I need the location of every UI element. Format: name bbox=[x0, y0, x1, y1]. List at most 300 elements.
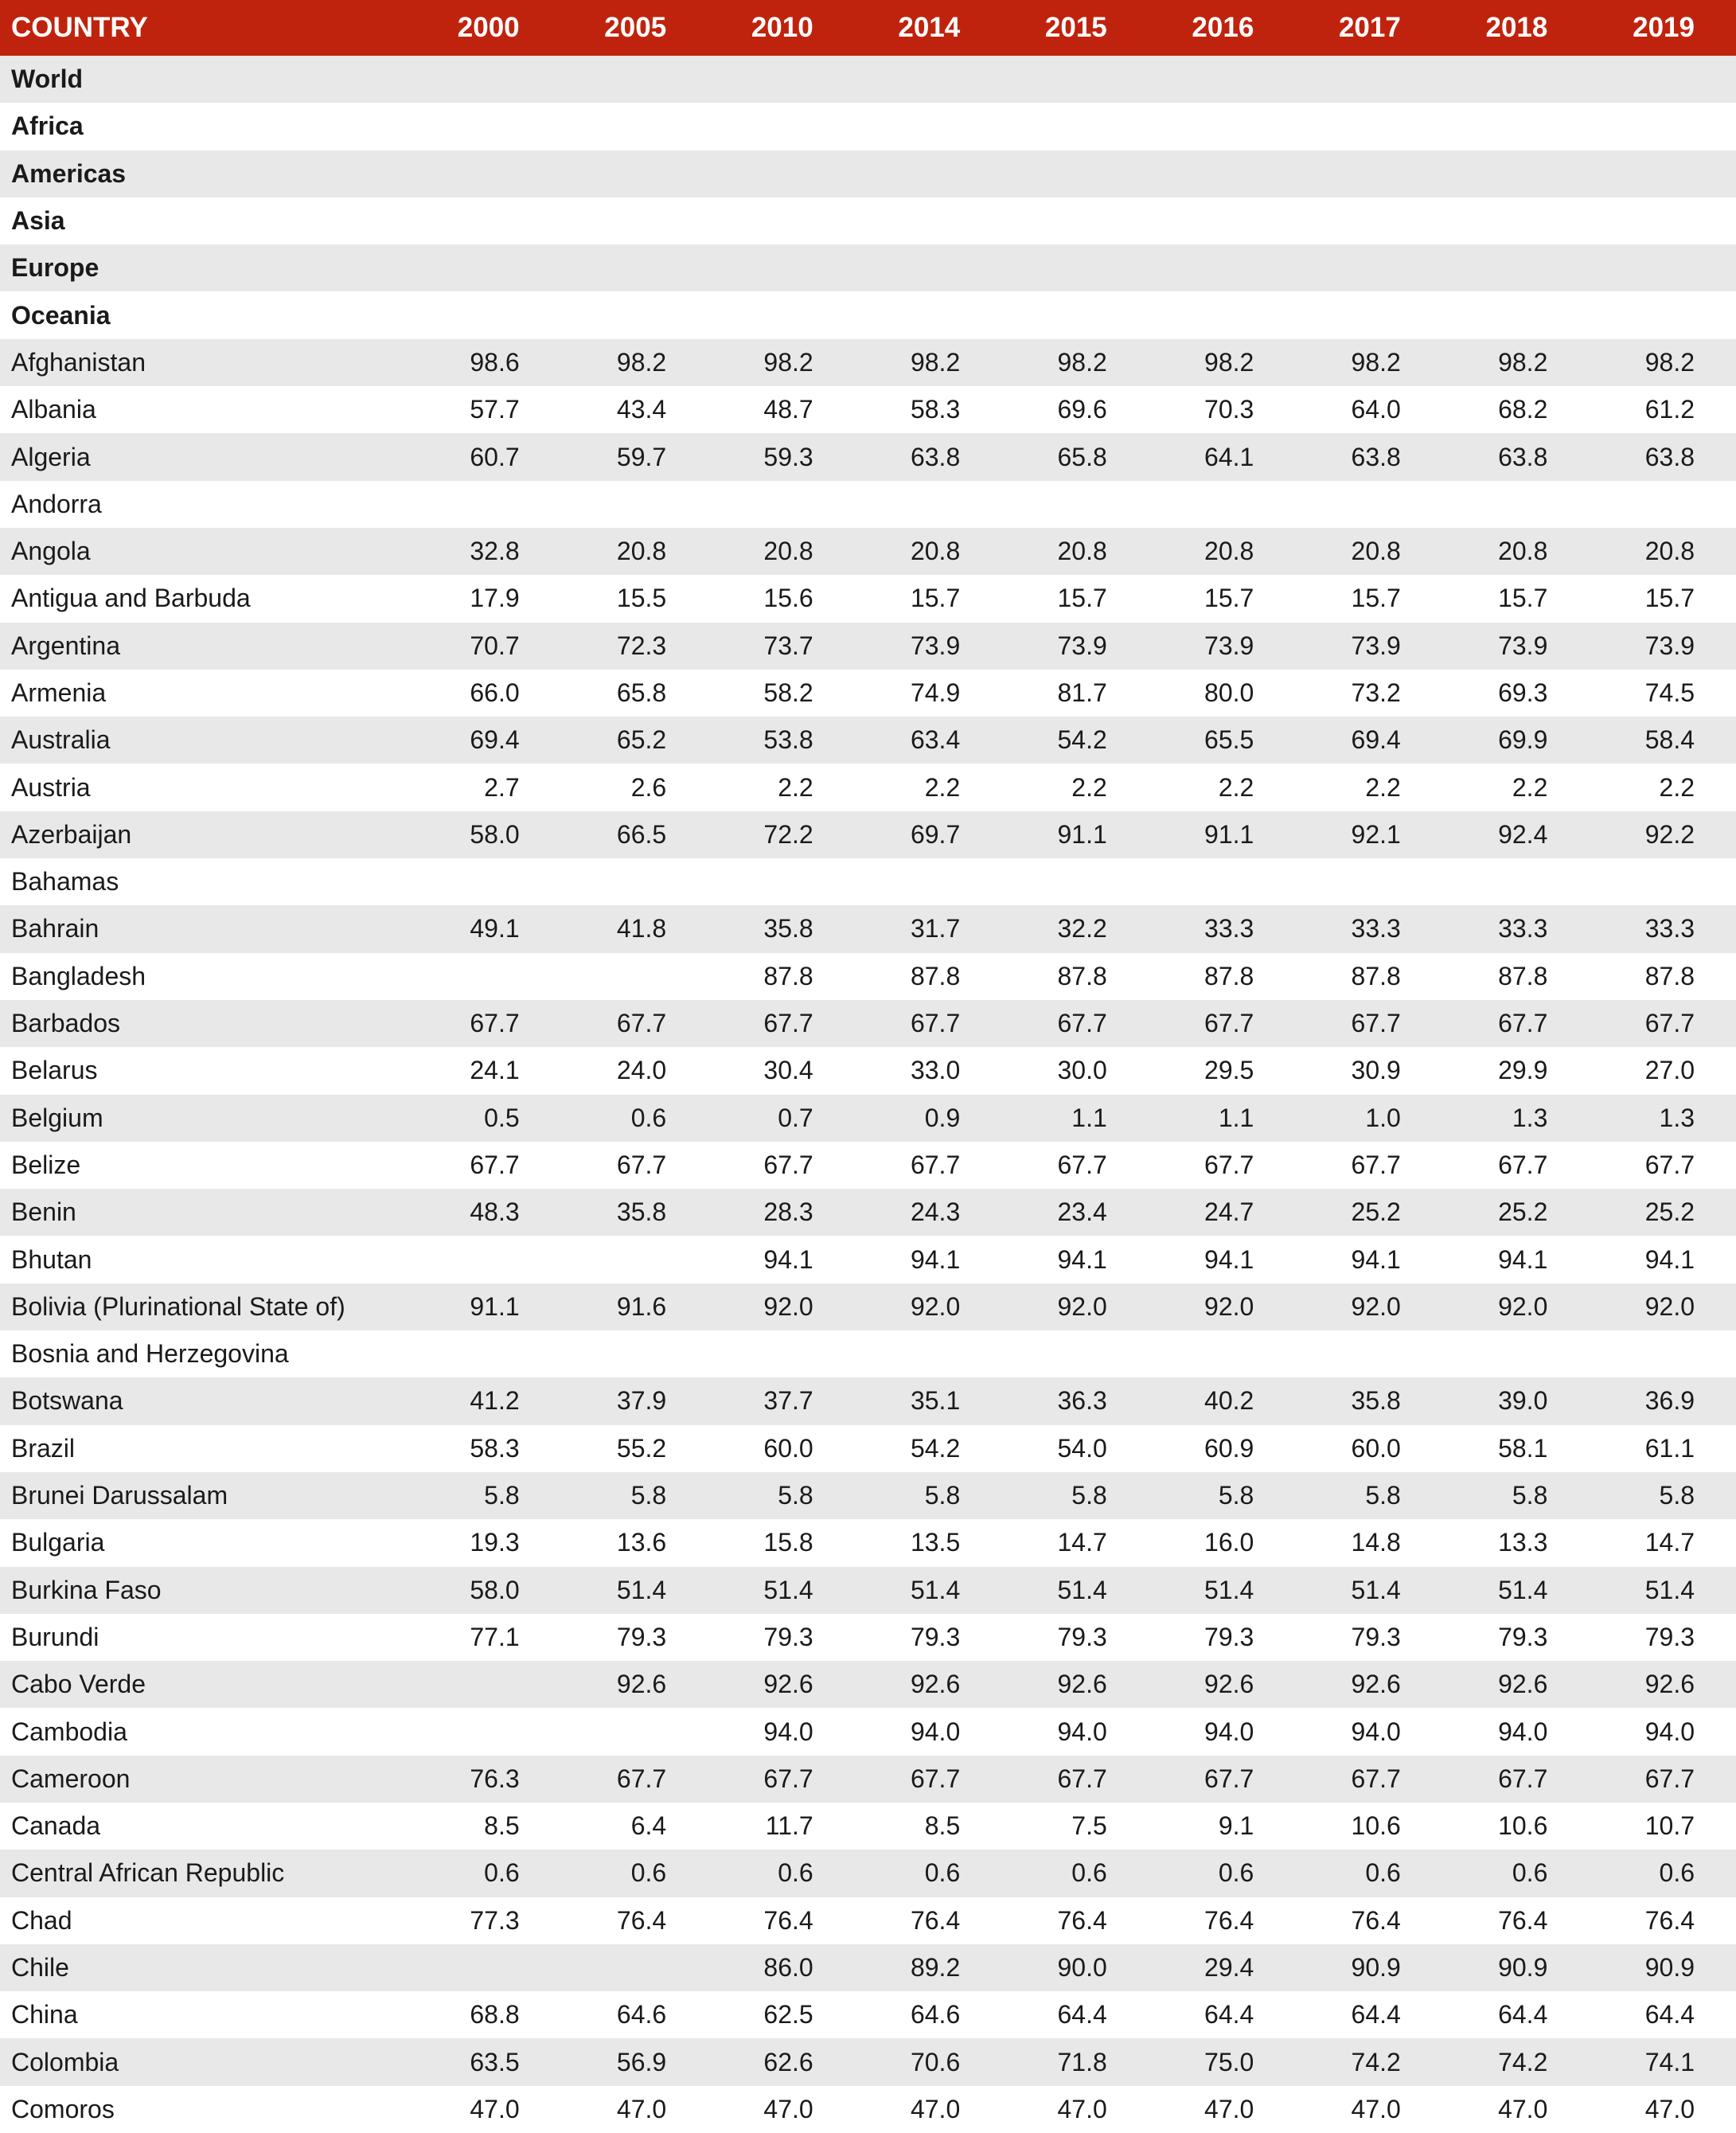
value-cell: 73.7 bbox=[763, 631, 813, 660]
value-cell: 69.9 bbox=[1498, 725, 1548, 755]
value-cell: 67.7 bbox=[1351, 1150, 1401, 1179]
value-cell: 69.7 bbox=[910, 819, 961, 849]
value-cell: 90.0 bbox=[1057, 1953, 1107, 1983]
value-cell: 47.0 bbox=[763, 2094, 813, 2123]
value-cell bbox=[1442, 481, 1590, 528]
value-cell: 33.3 bbox=[1644, 914, 1695, 943]
value-cell bbox=[1001, 858, 1149, 905]
value-cell: 59.7 bbox=[616, 442, 667, 471]
country-name-cell: Cabo Verde bbox=[11, 1670, 146, 1699]
value-cell: 1.1 bbox=[1218, 1103, 1254, 1132]
value-cell: 33.3 bbox=[1204, 914, 1254, 943]
value-cell: 0.6 bbox=[1512, 1858, 1548, 1888]
value-cell: 0.6 bbox=[1218, 1858, 1254, 1888]
value-cell: 29.9 bbox=[1498, 1056, 1548, 1085]
value-cell: 32.8 bbox=[470, 537, 520, 566]
value-cell bbox=[414, 103, 561, 150]
value-cell: 79.3 bbox=[763, 1622, 813, 1651]
value-cell: 10.6 bbox=[1498, 1811, 1548, 1841]
value-cell: 20.8 bbox=[1644, 537, 1695, 566]
value-cell: 73.9 bbox=[1057, 631, 1107, 660]
value-cell bbox=[1442, 244, 1590, 291]
table-row bbox=[0, 1661, 1736, 1708]
value-cell: 67.7 bbox=[910, 1764, 961, 1793]
table-row bbox=[0, 1000, 1736, 1047]
value-cell: 69.4 bbox=[470, 725, 520, 755]
country-name-cell: Burundi bbox=[11, 1622, 99, 1651]
value-cell: 2.2 bbox=[1512, 772, 1548, 802]
value-cell: 64.4 bbox=[1351, 2000, 1401, 2029]
value-cell: 64.4 bbox=[1644, 2000, 1695, 2029]
country-name-cell: Central African Republic bbox=[11, 1858, 285, 1888]
value-cell: 67.7 bbox=[1351, 1764, 1401, 1793]
value-cell: 67.7 bbox=[470, 1150, 520, 1179]
region-row bbox=[0, 291, 1736, 338]
value-cell: 67.7 bbox=[616, 1150, 667, 1179]
value-cell: 77.1 bbox=[470, 1622, 520, 1651]
value-cell bbox=[1589, 1330, 1736, 1377]
value-cell: 90.9 bbox=[1498, 1953, 1548, 1983]
table-row bbox=[0, 1189, 1736, 1236]
country-name-cell: Oceania bbox=[11, 300, 111, 330]
value-cell: 63.8 bbox=[1498, 442, 1548, 471]
value-cell: 67.7 bbox=[1204, 1009, 1254, 1038]
country-name-cell: Asia bbox=[11, 206, 65, 236]
table-row bbox=[0, 1708, 1736, 1755]
value-cell bbox=[855, 858, 1002, 905]
value-cell: 51.4 bbox=[1351, 1575, 1401, 1604]
value-cell: 15.7 bbox=[910, 584, 961, 613]
table-row bbox=[0, 623, 1736, 670]
value-cell: 15.7 bbox=[1644, 584, 1695, 613]
value-cell bbox=[1589, 858, 1736, 905]
value-cell: 35.8 bbox=[763, 914, 813, 943]
country-name-cell: Algeria bbox=[11, 442, 91, 471]
country-name-cell: Cameroon bbox=[11, 1764, 131, 1793]
value-cell: 67.7 bbox=[1498, 1009, 1548, 1038]
value-cell bbox=[561, 103, 708, 150]
value-cell: 2.2 bbox=[1659, 772, 1695, 802]
value-cell: 65.8 bbox=[616, 678, 667, 707]
value-cell: 14.7 bbox=[1644, 1528, 1695, 1557]
value-cell: 63.4 bbox=[910, 725, 961, 755]
value-cell: 92.0 bbox=[763, 1291, 813, 1321]
table-row bbox=[0, 1095, 1736, 1142]
value-cell: 91.1 bbox=[1057, 819, 1107, 849]
country-name-cell: Chad bbox=[11, 1905, 72, 1935]
value-cell: 2.2 bbox=[924, 772, 961, 802]
country-name-cell: Angola bbox=[11, 537, 91, 566]
value-cell bbox=[1589, 150, 1736, 197]
value-cell: 67.7 bbox=[1644, 1150, 1695, 1179]
value-cell: 15.7 bbox=[1057, 584, 1107, 613]
value-cell bbox=[561, 56, 708, 103]
region-row bbox=[0, 197, 1736, 244]
value-cell: 35.8 bbox=[616, 1197, 667, 1227]
value-cell: 55.2 bbox=[616, 1433, 667, 1463]
value-cell: 56.9 bbox=[616, 2047, 667, 2076]
value-cell: 79.3 bbox=[1204, 1622, 1254, 1651]
header-row bbox=[0, 0, 1736, 56]
value-cell: 0.6 bbox=[630, 1858, 667, 1888]
value-cell: 51.4 bbox=[910, 1575, 961, 1604]
column-header-year: 2014 bbox=[898, 12, 961, 43]
value-cell: 76.4 bbox=[763, 1905, 813, 1935]
value-cell: 80.0 bbox=[1204, 678, 1254, 707]
country-name-cell: World bbox=[11, 64, 84, 94]
value-cell bbox=[561, 481, 708, 528]
value-cell: 67.7 bbox=[616, 1009, 667, 1038]
value-cell: 98.2 bbox=[763, 347, 813, 377]
value-cell: 92.6 bbox=[1057, 1670, 1107, 1699]
value-cell bbox=[1001, 291, 1149, 338]
table-row bbox=[0, 1519, 1736, 1566]
value-cell: 27.0 bbox=[1644, 1056, 1695, 1085]
value-cell bbox=[1295, 56, 1442, 103]
value-cell: 49.1 bbox=[470, 914, 520, 943]
value-cell: 67.7 bbox=[1498, 1764, 1548, 1793]
value-cell: 77.3 bbox=[470, 1905, 520, 1935]
value-cell: 67.7 bbox=[1204, 1764, 1254, 1793]
value-cell: 79.3 bbox=[1351, 1622, 1401, 1651]
value-cell: 36.3 bbox=[1057, 1386, 1107, 1416]
value-cell: 92.0 bbox=[1057, 1291, 1107, 1321]
value-cell: 94.1 bbox=[763, 1244, 813, 1274]
value-cell: 7.5 bbox=[1071, 1811, 1107, 1841]
value-cell bbox=[1442, 150, 1590, 197]
value-cell: 65.5 bbox=[1204, 725, 1254, 755]
value-cell bbox=[855, 103, 1002, 150]
value-cell: 98.6 bbox=[470, 347, 520, 377]
value-cell: 98.2 bbox=[1644, 347, 1695, 377]
value-cell: 94.0 bbox=[1498, 1717, 1548, 1746]
value-cell: 60.7 bbox=[470, 442, 520, 471]
value-cell bbox=[414, 1661, 561, 1708]
country-name-cell: Belize bbox=[11, 1150, 81, 1179]
value-cell bbox=[1442, 56, 1590, 103]
country-name-cell: Argentina bbox=[11, 631, 120, 660]
value-cell: 47.0 bbox=[910, 2094, 961, 2123]
value-cell: 58.3 bbox=[910, 395, 961, 424]
value-cell bbox=[1442, 858, 1590, 905]
value-cell: 23.4 bbox=[1057, 1197, 1107, 1227]
value-cell: 74.2 bbox=[1498, 2047, 1548, 2076]
value-cell bbox=[1001, 56, 1149, 103]
value-cell: 94.0 bbox=[1644, 1717, 1695, 1746]
value-cell: 67.7 bbox=[763, 1150, 813, 1179]
value-cell: 47.0 bbox=[1204, 2094, 1254, 2123]
value-cell bbox=[1149, 150, 1296, 197]
value-cell bbox=[855, 150, 1002, 197]
value-cell: 0.5 bbox=[484, 1103, 520, 1132]
value-cell bbox=[414, 1708, 561, 1755]
table-row bbox=[0, 1944, 1736, 1991]
value-cell bbox=[1295, 291, 1442, 338]
value-cell: 47.0 bbox=[1498, 2094, 1548, 2123]
value-cell bbox=[855, 197, 1002, 244]
value-cell: 1.3 bbox=[1512, 1103, 1548, 1132]
value-cell bbox=[1589, 56, 1736, 103]
value-cell: 9.1 bbox=[1218, 1811, 1254, 1841]
country-name-cell: Americas bbox=[11, 158, 127, 188]
value-cell: 94.0 bbox=[763, 1717, 813, 1746]
column-header-year: 2017 bbox=[1338, 12, 1401, 43]
country-name-cell: Europe bbox=[11, 253, 99, 283]
table-body bbox=[0, 56, 1736, 2133]
value-cell: 64.1 bbox=[1204, 442, 1254, 471]
value-cell: 14.7 bbox=[1057, 1528, 1107, 1557]
table-row bbox=[0, 1330, 1736, 1377]
value-cell: 94.0 bbox=[1204, 1717, 1254, 1746]
value-cell: 92.6 bbox=[763, 1670, 813, 1699]
value-cell: 87.8 bbox=[1057, 961, 1107, 990]
value-cell: 15.6 bbox=[763, 584, 813, 613]
value-cell: 68.2 bbox=[1498, 395, 1548, 424]
value-cell: 15.7 bbox=[1498, 584, 1548, 613]
value-cell: 47.0 bbox=[470, 2094, 520, 2123]
value-cell: 5.8 bbox=[630, 1481, 667, 1510]
value-cell: 76.3 bbox=[470, 1764, 520, 1793]
value-cell: 63.8 bbox=[1351, 442, 1401, 471]
value-cell: 73.9 bbox=[1351, 631, 1401, 660]
value-cell: 64.0 bbox=[1351, 395, 1401, 424]
value-cell: 54.0 bbox=[1057, 1433, 1107, 1463]
value-cell: 91.1 bbox=[1204, 819, 1254, 849]
value-cell: 6.4 bbox=[630, 1811, 667, 1841]
value-cell: 25.2 bbox=[1644, 1197, 1695, 1227]
region-row bbox=[0, 103, 1736, 150]
value-cell: 92.0 bbox=[1644, 1291, 1695, 1321]
value-cell: 14.8 bbox=[1351, 1528, 1401, 1557]
value-cell: 54.2 bbox=[1057, 725, 1107, 755]
value-cell: 10.6 bbox=[1351, 1811, 1401, 1841]
value-cell: 76.4 bbox=[1498, 1905, 1548, 1935]
value-cell: 39.0 bbox=[1498, 1386, 1548, 1416]
value-cell bbox=[414, 1236, 561, 1283]
value-cell: 66.0 bbox=[470, 678, 520, 707]
value-cell: 2.2 bbox=[1365, 772, 1401, 802]
value-cell: 20.8 bbox=[616, 537, 667, 566]
value-cell: 69.3 bbox=[1498, 678, 1548, 707]
country-name-cell: Bosnia and Herzegovina bbox=[11, 1339, 289, 1369]
value-cell: 35.8 bbox=[1351, 1386, 1401, 1416]
value-cell bbox=[708, 858, 855, 905]
value-cell: 81.7 bbox=[1057, 678, 1107, 707]
value-cell bbox=[561, 291, 708, 338]
value-cell: 94.0 bbox=[1351, 1717, 1401, 1746]
value-cell: 74.5 bbox=[1644, 678, 1695, 707]
value-cell: 98.2 bbox=[910, 347, 961, 377]
value-cell bbox=[414, 244, 561, 291]
country-name-cell: Armenia bbox=[11, 678, 107, 707]
value-cell: 53.8 bbox=[763, 725, 813, 755]
value-cell: 11.7 bbox=[765, 1811, 813, 1841]
value-cell: 20.8 bbox=[1057, 537, 1107, 566]
value-cell: 63.8 bbox=[910, 442, 961, 471]
value-cell bbox=[855, 481, 1002, 528]
value-cell: 60.0 bbox=[1351, 1433, 1401, 1463]
value-cell: 0.6 bbox=[778, 1858, 813, 1888]
value-cell: 74.1 bbox=[1644, 2047, 1695, 2076]
table-row bbox=[0, 433, 1736, 480]
value-cell: 30.0 bbox=[1057, 1056, 1107, 1085]
value-cell: 92.0 bbox=[910, 1291, 961, 1321]
value-cell bbox=[708, 103, 855, 150]
value-cell: 98.2 bbox=[1498, 347, 1548, 377]
value-cell: 70.7 bbox=[470, 631, 520, 660]
value-cell: 67.7 bbox=[470, 1009, 520, 1038]
value-cell bbox=[414, 858, 561, 905]
value-cell: 19.3 bbox=[470, 1528, 520, 1557]
value-cell: 79.3 bbox=[1057, 1622, 1107, 1651]
value-cell bbox=[1442, 291, 1590, 338]
value-cell: 67.7 bbox=[1351, 1009, 1401, 1038]
value-cell: 1.1 bbox=[1071, 1103, 1107, 1132]
value-cell: 48.7 bbox=[763, 395, 813, 424]
value-cell bbox=[855, 1330, 1002, 1377]
value-cell: 72.2 bbox=[763, 819, 813, 849]
value-cell: 94.0 bbox=[1057, 1717, 1107, 1746]
table-row bbox=[0, 339, 1736, 386]
value-cell bbox=[414, 1330, 561, 1377]
value-cell: 92.6 bbox=[910, 1670, 961, 1699]
value-cell: 24.7 bbox=[1204, 1197, 1254, 1227]
value-cell: 69.4 bbox=[1351, 725, 1401, 755]
value-cell: 48.3 bbox=[470, 1197, 520, 1227]
value-cell bbox=[1442, 103, 1590, 150]
country-name-cell: Barbados bbox=[11, 1009, 120, 1038]
value-cell: 33.3 bbox=[1351, 914, 1401, 943]
value-cell: 0.6 bbox=[484, 1858, 520, 1888]
value-cell: 58.0 bbox=[470, 819, 520, 849]
value-cell bbox=[1149, 858, 1296, 905]
value-cell bbox=[561, 1330, 708, 1377]
value-cell: 29.4 bbox=[1204, 1953, 1254, 1983]
value-cell bbox=[855, 56, 1002, 103]
value-cell: 94.0 bbox=[910, 1717, 961, 1746]
value-cell bbox=[414, 150, 561, 197]
value-cell: 87.8 bbox=[1498, 961, 1548, 990]
value-cell bbox=[1001, 1330, 1149, 1377]
value-cell: 98.2 bbox=[1204, 347, 1254, 377]
value-cell: 5.8 bbox=[1365, 1481, 1401, 1510]
value-cell: 63.5 bbox=[470, 2047, 520, 2076]
value-cell bbox=[561, 858, 708, 905]
value-cell: 15.8 bbox=[763, 1528, 813, 1557]
value-cell bbox=[708, 244, 855, 291]
value-cell: 1.3 bbox=[1659, 1103, 1695, 1132]
value-cell: 20.8 bbox=[1351, 537, 1401, 566]
column-header-year: 2016 bbox=[1192, 12, 1254, 43]
value-cell: 32.2 bbox=[1057, 914, 1107, 943]
country-name-cell: Cambodia bbox=[11, 1717, 127, 1746]
value-cell bbox=[1149, 1330, 1296, 1377]
value-cell: 67.7 bbox=[910, 1150, 961, 1179]
value-cell bbox=[1001, 481, 1149, 528]
value-cell: 76.4 bbox=[1644, 1905, 1695, 1935]
country-name-cell: Andorra bbox=[11, 489, 102, 518]
value-cell: 73.9 bbox=[910, 631, 961, 660]
country-name-cell: Austria bbox=[11, 772, 91, 802]
country-name-cell: Benin bbox=[11, 1197, 76, 1227]
value-cell: 5.8 bbox=[924, 1481, 961, 1510]
value-cell: 28.3 bbox=[763, 1197, 813, 1227]
value-cell: 0.6 bbox=[1659, 1858, 1695, 1888]
value-cell: 0.6 bbox=[1071, 1858, 1107, 1888]
column-header-year: 2005 bbox=[604, 12, 667, 43]
value-cell: 94.1 bbox=[1644, 1244, 1695, 1274]
value-cell: 13.5 bbox=[910, 1528, 961, 1557]
value-cell: 25.2 bbox=[1498, 1197, 1548, 1227]
value-cell: 79.3 bbox=[616, 1622, 667, 1651]
value-cell: 61.1 bbox=[1644, 1433, 1695, 1463]
value-cell: 58.4 bbox=[1644, 725, 1695, 755]
value-cell: 51.4 bbox=[763, 1575, 813, 1604]
value-cell: 67.7 bbox=[910, 1009, 961, 1038]
value-cell: 67.7 bbox=[1057, 1009, 1107, 1038]
value-cell: 24.1 bbox=[470, 1056, 520, 1085]
value-cell: 41.2 bbox=[470, 1386, 520, 1416]
value-cell: 92.2 bbox=[1644, 819, 1695, 849]
value-cell: 92.0 bbox=[1204, 1291, 1254, 1321]
value-cell: 61.2 bbox=[1644, 395, 1695, 424]
value-cell: 36.9 bbox=[1644, 1386, 1695, 1416]
value-cell: 63.8 bbox=[1644, 442, 1695, 471]
country-name-cell: Bhutan bbox=[11, 1244, 92, 1274]
table-row bbox=[0, 670, 1736, 717]
value-cell: 20.8 bbox=[910, 537, 961, 566]
table-row bbox=[0, 1472, 1736, 1519]
country-name-cell: Burkina Faso bbox=[11, 1575, 162, 1604]
value-cell: 64.6 bbox=[616, 2000, 667, 2029]
value-cell: 91.1 bbox=[470, 1291, 520, 1321]
value-cell: 92.0 bbox=[1351, 1291, 1401, 1321]
value-cell: 65.2 bbox=[616, 725, 667, 755]
value-cell bbox=[561, 1944, 708, 1991]
table-header bbox=[0, 0, 1736, 56]
value-cell: 2.7 bbox=[484, 772, 520, 802]
table-row bbox=[0, 1803, 1736, 1850]
value-cell: 0.6 bbox=[1365, 1858, 1401, 1888]
country-name-cell: Albania bbox=[11, 395, 96, 424]
table-row bbox=[0, 717, 1736, 764]
value-cell: 5.8 bbox=[1659, 1481, 1695, 1510]
country-name-cell: Colombia bbox=[11, 2047, 119, 2076]
value-cell: 58.2 bbox=[763, 678, 813, 707]
value-cell: 24.3 bbox=[910, 1197, 961, 1227]
value-cell: 54.2 bbox=[910, 1433, 961, 1463]
value-cell: 67.7 bbox=[1644, 1009, 1695, 1038]
value-cell: 94.1 bbox=[1498, 1244, 1548, 1274]
value-cell: 13.6 bbox=[616, 1528, 667, 1557]
region-row bbox=[0, 244, 1736, 291]
value-cell: 62.6 bbox=[763, 2047, 813, 2076]
value-cell bbox=[414, 291, 561, 338]
value-cell: 60.9 bbox=[1204, 1433, 1254, 1463]
value-cell: 35.1 bbox=[910, 1386, 961, 1416]
value-cell: 58.0 bbox=[470, 1575, 520, 1604]
table-row bbox=[0, 1850, 1736, 1897]
value-cell: 30.9 bbox=[1351, 1056, 1401, 1085]
value-cell bbox=[855, 244, 1002, 291]
value-cell: 64.4 bbox=[1204, 2000, 1254, 2029]
value-cell: 94.1 bbox=[1351, 1244, 1401, 1274]
value-cell: 13.3 bbox=[1498, 1528, 1548, 1557]
value-cell: 2.6 bbox=[630, 772, 667, 802]
value-cell: 76.4 bbox=[616, 1905, 667, 1935]
column-header-year: 2000 bbox=[457, 12, 520, 43]
table-row bbox=[0, 764, 1736, 811]
